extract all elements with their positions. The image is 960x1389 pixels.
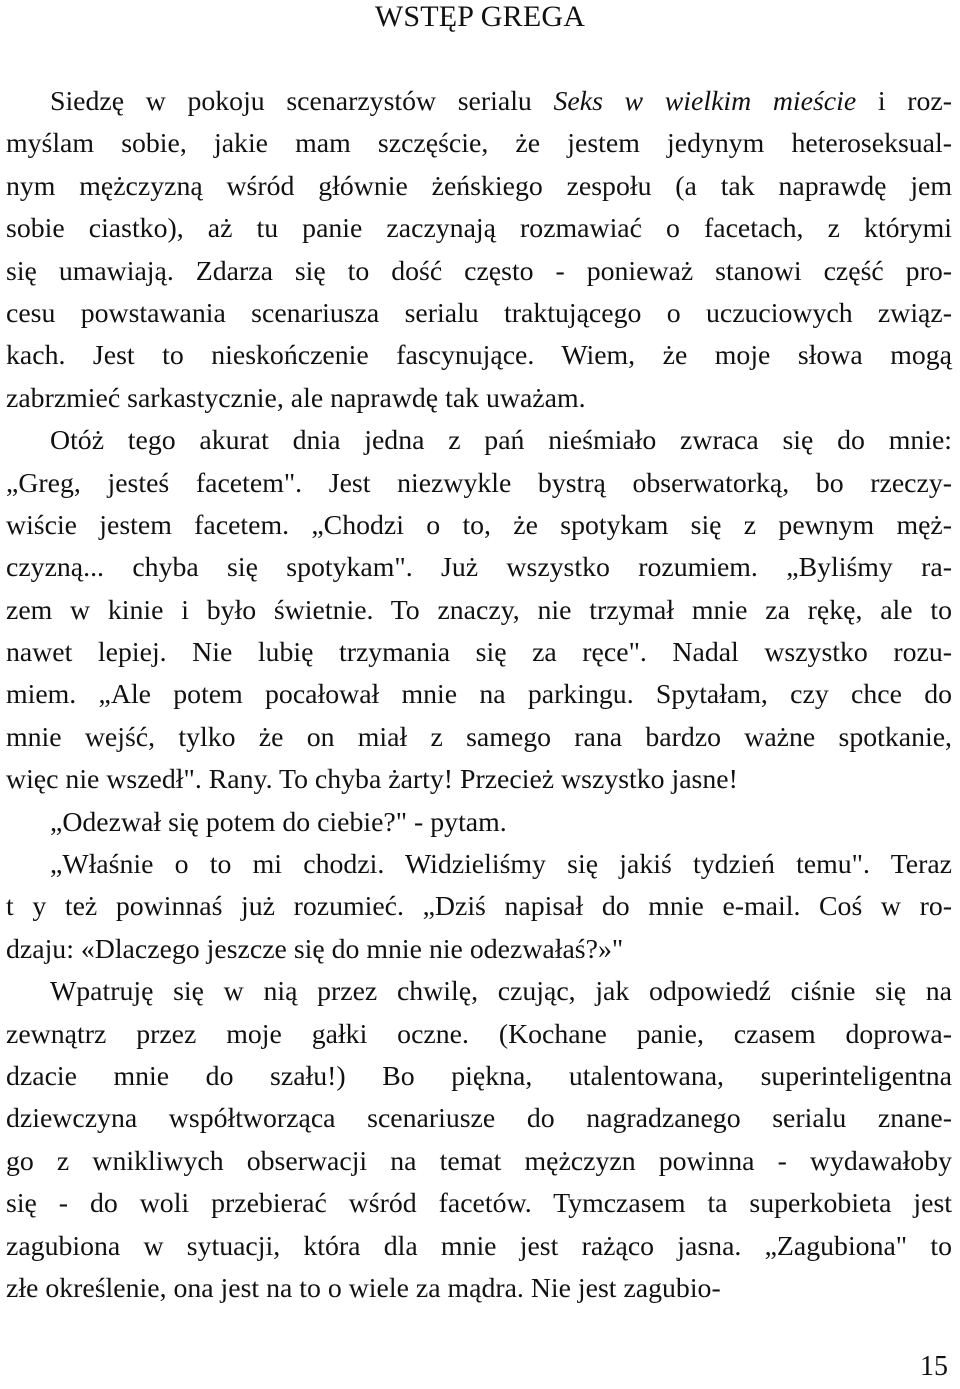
text-line: „Właśnie o to mi chodzi. Widzieliśmy się jakiś tydzień temu". Teraz [50, 849, 952, 881]
text-line: Otóż tego akurat dnia jedna z pań nieśmiało zwraca się do mnie: [50, 425, 952, 457]
text-line: miem. „Ale potem pocałował mnie na parkingu. Spytałam, czy chce do [6, 679, 952, 711]
text-line: cesu powstawania scenariusza serialu traktującego o uczuciowych związ- [6, 297, 952, 329]
text-line: kach. Jest to nieskończenie fascynujące. Wiem, że moje słowa mogą [6, 340, 952, 372]
text-segment: Siedzę w pokoju scenarzystów serialu [50, 86, 554, 117]
italic-title: Seks w wielkim mieście [553, 86, 857, 117]
text-line: nawet lepiej. Nie lubię trzymania się za ręce". Nadal wszystko rozu- [6, 637, 952, 669]
text-line: dzacie mnie do szału!) Bo piękna, utalentowana, superinteligentna [6, 1060, 952, 1092]
text-line: wiście jestem facetem. „Chodzi o to, że spotykam się z pewnym męż- [6, 509, 952, 541]
text-line: zabrzmieć sarkastycznie, ale naprawdę tak uważam. [6, 382, 586, 414]
text-line: „Greg, jesteś facetem". Jest niezwykle bystrą obserwatorką, bo rzeczy- [6, 467, 952, 499]
text-line: dzaju: «Dlaczego jeszcze się do mnie nie odezwałaś?»" [6, 933, 624, 965]
text-line: myślam sobie, jakie mam szczęście, że jestem jedynym heteroseksual- [6, 128, 952, 160]
page-number: 15 [920, 1351, 948, 1382]
body-text [6, 81, 952, 1310]
text-line: mnie wejść, tylko że on miał z samego rana bardzo ważne spotkanie, [6, 721, 952, 753]
text-line: zagubiona w sytuacji, która dla mnie jest rażąco jasna. „Zagubiona" to [6, 1230, 952, 1262]
text-line: nym mężczyzną wśród głównie żeńskiego zespołu (a tak naprawdę jem [6, 170, 952, 202]
text-segment: i roz- [856, 86, 953, 117]
text-line: sobie ciastko), aż tu panie zaczynają rozmawiać o facetach, z którymi [6, 213, 952, 245]
text-line [6, 81, 952, 123]
text-line: dziewczyna współtworząca scenariusze do nagradzanego serialu znane- [6, 1103, 952, 1135]
text-line: zem w kinie i było świetnie. To znaczy, nie trzymał mnie za rękę, ale to [6, 594, 952, 626]
text-line: Wpatruję się w nią przez chwilę, czując, jak odpowiedź ciśnie się na [50, 976, 952, 1008]
chapter-title: WSTĘP GREGA [374, 0, 586, 33]
text-line: więc nie wszedł". Rany. To chyba żarty! Przecież wszystko jasne! [6, 764, 738, 796]
text-line: „Odezwał się potem do ciebie?" - pytam. [50, 806, 507, 838]
text-line: się - do woli przebierać wśród facetów. Tymczasem ta superkobieta jest [6, 1188, 952, 1220]
text-line: się umawiają. Zdarza się to dość często - ponieważ stanowi część pro- [6, 255, 952, 287]
text-line: czyzną... chyba się spotykam". Już wszystko rozumiem. „Byliśmy ra- [6, 552, 952, 584]
text-line: t y też powinnaś już rozumieć. „Dziś napisał do mnie e-mail. Coś w ro- [6, 891, 952, 923]
text-line: złe określenie, ona jest na to o wiele za mądra. Nie jest zagubio- [6, 1272, 721, 1304]
text-line: zewnątrz przez moje gałki oczne. (Kochane panie, czasem doprowa- [6, 1018, 952, 1050]
text-line: go z wnikliwych obserwacji na temat mężczyzn powinna - wydawałoby [6, 1145, 952, 1177]
